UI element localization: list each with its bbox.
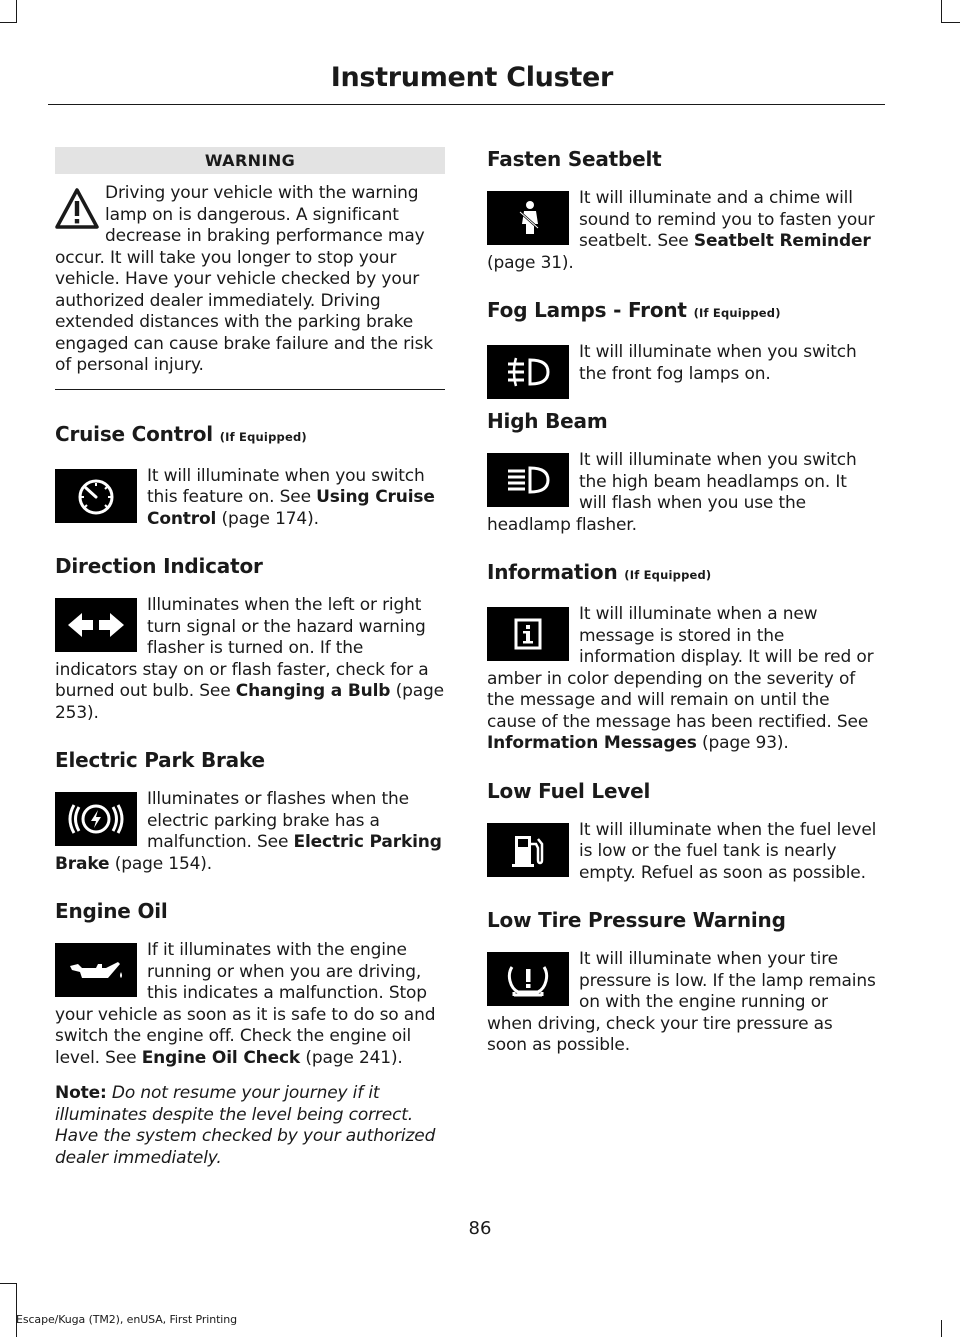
section-page-ref: (page 174). (216, 508, 319, 529)
note-label: Note: (55, 1083, 107, 1103)
section-text: It will illuminate when you switch the front fog lamps on. (579, 342, 857, 384)
left-column (55, 147, 445, 1169)
oil-can-icon (55, 943, 137, 997)
section-title: Low Fuel Level (487, 778, 651, 803)
section-page-ref: (page 154). (109, 853, 213, 874)
warning-triangle-icon (55, 187, 99, 231)
fog-lamp-icon (487, 345, 569, 399)
note-paragraph (55, 1083, 445, 1169)
section-page-ref: (page 241). (300, 1047, 403, 1068)
warning-box (55, 147, 445, 390)
section-title: Electric Park Brake (55, 748, 265, 772)
turn-arrows-icon (55, 598, 137, 652)
section-fasten-seatbelt (487, 147, 877, 274)
section-heading (487, 409, 877, 433)
footer-text: Escape/Kuga (TM2), enUSA, First Printing (16, 1313, 238, 1326)
section-electric-park-brake (55, 748, 445, 875)
section-text: It will illuminate when a new message is stored in the information display. It will be red or amber in color depending on the severity of the message and will remain on until the cause of the message has been rectified. See (487, 604, 874, 732)
section-text: It will illuminate when your tire pressure is low. If the lamp remains on with the engine running or when driving, check your tire pressure as soon as possible. (487, 949, 876, 1055)
crop-mark (941, 0, 942, 22)
section-reference-link[interactable]: Using Cruise Control (147, 487, 435, 529)
section-heading (55, 422, 445, 449)
crop-mark (0, 1283, 17, 1284)
electric-brake-icon (55, 792, 137, 846)
page-number: 86 (468, 1218, 492, 1239)
section-title: Fog Lamps - Front (487, 298, 687, 322)
crop-mark (16, 1283, 17, 1337)
section-heading (487, 147, 877, 171)
right-column (487, 147, 877, 1081)
section-heading (55, 899, 445, 923)
warning-text-block (55, 183, 445, 390)
speedometer-icon (55, 469, 137, 523)
section-fog-lamps-front (487, 298, 877, 385)
high-beam-icon (487, 453, 569, 507)
seatbelt-icon (487, 191, 569, 245)
section-text: It will illuminate and a chime will sound to remind you to fasten your seatbelt. See (579, 188, 875, 251)
section-reference-link[interactable]: Changing a Bulb (235, 681, 391, 701)
warning-text: Driving your vehicle with the warning lamp on is dangerous. A significant decrease in braking performance may occur. It will take you longer to stop your vehicle. Have your vehicle checked by your authorized dealer immediately. Driving extended distances with the parking brake engaged can cause brake failure and the risk of personal injury. (55, 183, 433, 375)
note-text: Do not resume your journey if it illuminates despite the level being correct. Have the system checked by your authorized dealer immediately. (55, 1083, 436, 1168)
section-reference-link[interactable]: Seatbelt Reminder (693, 231, 871, 251)
page-title: Instrument Cluster (330, 62, 613, 93)
section-title: Information (487, 560, 618, 584)
section-heading (487, 298, 877, 325)
section-heading (55, 554, 445, 578)
section-title: Direction Indicator (55, 554, 263, 578)
section-heading (487, 779, 877, 803)
section-heading (55, 748, 445, 772)
section-page-ref: (page 253). (55, 681, 444, 723)
section-qualifier: (If Equipped) (624, 568, 712, 582)
section-title: Low Tire Pressure Warning (487, 908, 786, 932)
section-text: Illuminates when the left or right turn signal or the hazard warning flasher is turned on. If the indicators stay on or flash faster, check for a burned out bulb. See (55, 595, 429, 701)
section-text: If it illuminates with the engine running or when you are driving, this indicates a malfunction. Stop your vehicle as soon as it is safe to do so and switch the engine off. Check the engine oil level. See (55, 940, 436, 1068)
section-text: Illuminates or flashes when the electric parking brake has a malfunction. See (147, 789, 409, 852)
section-heading (487, 560, 877, 587)
section-low-fuel-level (487, 779, 877, 885)
section-text: It will illuminate when the fuel level is low or the fuel tank is nearly empty. Refuel as soon as possible. (579, 819, 877, 883)
section-page-ref: (page 31). (487, 252, 574, 273)
section-page-ref: (page 93). (696, 733, 789, 753)
section-direction-indicator (55, 554, 445, 724)
section-high-beam (487, 409, 877, 536)
information-icon (487, 607, 569, 661)
crop-mark (941, 1320, 942, 1337)
section-reference-link[interactable]: Electric Parking Brake (55, 832, 442, 874)
section-text: It will illuminate when you switch the high beam headlamps on. It will flash when you use the headlamp flasher. (487, 450, 857, 535)
section-title: High Beam (487, 409, 608, 433)
section-cruise-control (55, 422, 445, 531)
section-low-tire-pressure (487, 908, 877, 1057)
section-reference-link[interactable]: Engine Oil Check (141, 1047, 301, 1068)
section-qualifier: (If Equipped) (693, 306, 781, 320)
crop-mark (0, 22, 17, 23)
crop-mark (941, 22, 960, 23)
header-divider (48, 104, 885, 105)
section-engine-oil (55, 899, 445, 1069)
section-heading (487, 908, 877, 932)
tire-pressure-icon (487, 952, 569, 1006)
section-title: Cruise Control (55, 421, 213, 446)
section-text: It will illuminate when you switch this feature on. See (147, 465, 425, 507)
crop-mark (16, 0, 17, 22)
fuel-pump-icon (487, 823, 569, 877)
warning-label: WARNING (55, 147, 445, 174)
section-information (487, 560, 877, 755)
section-qualifier: (If Equipped) (219, 429, 307, 444)
section-reference-link[interactable]: Information Messages (487, 733, 697, 753)
section-title: Engine Oil (55, 899, 168, 923)
section-title: Fasten Seatbelt (487, 147, 662, 171)
